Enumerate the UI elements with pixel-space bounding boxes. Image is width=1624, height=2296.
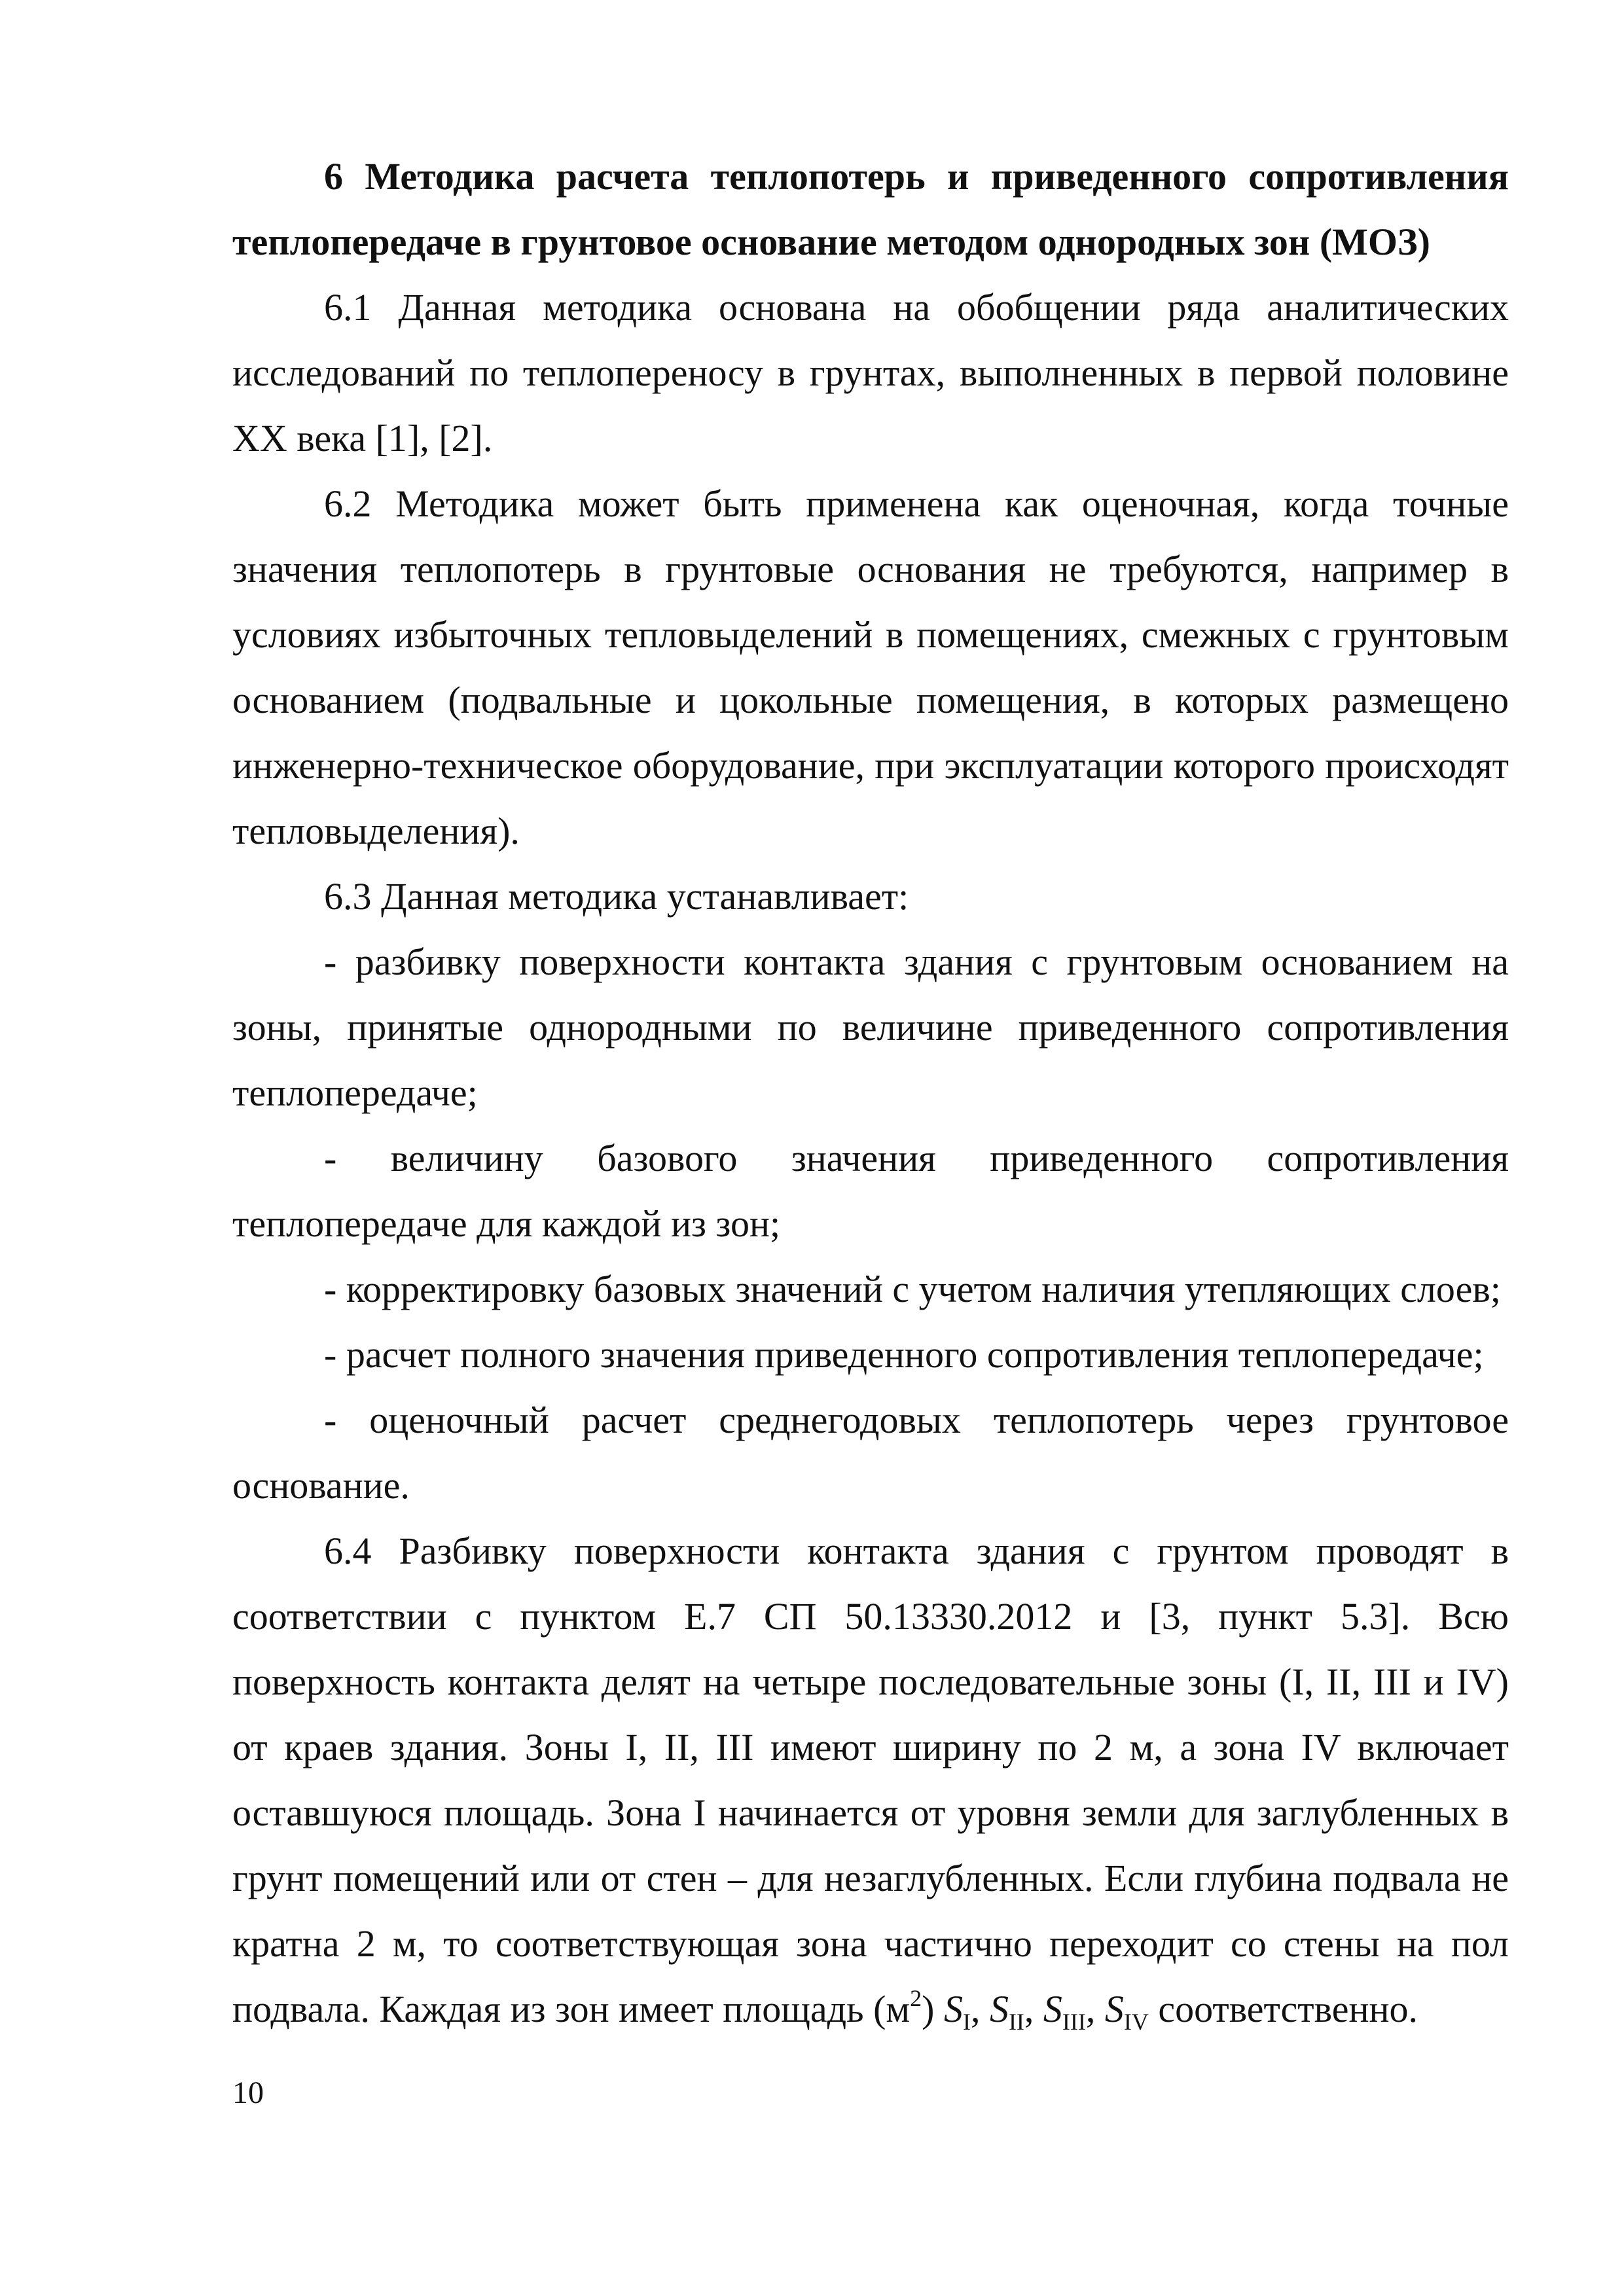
paragraph-6-4-text: 6.4 Разбивку поверхности контакта здания с грунтом проводят в соответствии с пунктом Е.7 СП 50.13330.2012 и [3, пункт 5.3]. Всю поверхность контакта делят на четыре последовательные зоны (I, II, III и IV) от краев здания. Зоны I, II, III имеют ширину по 2 м, а зона IV включает оставшуюся площадь. Зона I начинается от уровня земли для заглубленных в грунт помещений или от стен – для незаглубленных. Если глубина подвала не кратна 2 м, то соответствующая зона частично переходит со стены на пол подвала. Каждая из зон имеет площадь (м [232,1530,1509,2030]
separator: , [970,1988,990,2030]
document-page [232,144,1509,2042]
paragraph-6-2: 6.2 Методика может быть применена как оценочная, когда точные значения теплопотерь в грунтовые основания не требуются, например в условиях избыточных тепловыделений в помещениях, смежных с грунтовым основанием (подвальные и цокольные помещения, в которых размещено инженерно-техническое оборудование, при эксплуатации которого происходят тепловыделения). [232,482,1509,852]
list-item: - оценочный расчет среднегодовых теплопотерь через грунтовое основание. [232,1399,1509,1507]
section-heading: 6 Методика расчета теплопотерь и приведенного сопротивления теплопередаче в грунтовое основание методом однородных зон (МОЗ) [232,155,1509,263]
paragraph-6-4-ending: соответственно. [1148,1988,1418,2030]
symbol-s: S [989,1988,1009,2030]
list-item: - величину базового значения приведенного сопротивления теплопередаче для каждой из зон; [232,1137,1509,1245]
list-item: - разбивку поверхности контакта здания с грунтовым основанием на зоны, принятые однородными по величине приведенного сопротивления теплопередаче; [232,941,1509,1114]
page-number: 10 [232,2075,264,2110]
paragraph-6-3: 6.3 Данная методика устанавливает: [324,875,909,918]
subscript-zone-4: IV [1123,2009,1149,2035]
subscript-zone-1: I [962,2009,971,2035]
separator: , [1085,1988,1105,2030]
separator: , [1024,1988,1043,2030]
list-item: - расчет полного значения приведенного сопротивления теплопередаче; [324,1333,1484,1376]
subscript-zone-2: II [1008,2009,1024,2035]
close-paren: ) [922,1988,944,2030]
symbol-s: S [1104,1988,1124,2030]
subscript-zone-3: III [1062,2009,1086,2035]
list-item: - корректировку базовых значений с учетом наличия утепляющих слоев; [324,1268,1501,1310]
paragraph-6-1: 6.1 Данная методика основана на обобщении ряда аналитических исследований по теплопереносу в грунтах, выполненных в первой половине XX века [1], [2]. [232,286,1509,459]
paragraph-6-4 [232,1518,1509,2042]
symbol-s: S [1043,1988,1062,2030]
symbol-s: S [943,1988,963,2030]
superscript-2: 2 [910,1985,922,2011]
